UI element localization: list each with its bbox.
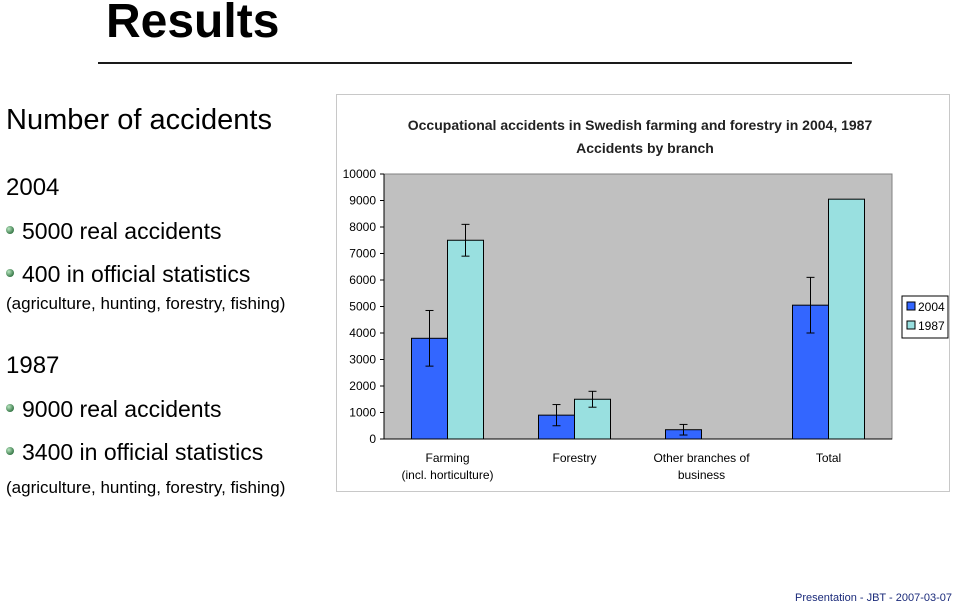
y-tick-label: 4000 xyxy=(349,326,376,340)
bullet-text: 9000 real accidents xyxy=(22,396,222,422)
y-tick-label: 2000 xyxy=(349,379,376,393)
y-tick-label: 1000 xyxy=(349,405,376,420)
legend-label-2004: 2004 xyxy=(918,300,945,314)
y-tick-label: 6000 xyxy=(349,273,376,287)
y-tick-label: 0 xyxy=(369,432,376,446)
y-tick-label: 9000 xyxy=(349,193,376,208)
bar-1987 xyxy=(448,240,484,439)
x-tick-label: Forestry xyxy=(552,451,597,465)
bullet-text: 5000 real accidents xyxy=(22,218,222,244)
section-heading: Number of accidents xyxy=(6,104,272,136)
note-1987: (agriculture, hunting, forestry, fishing) xyxy=(6,478,286,497)
bullet-text: 400 in official statistics xyxy=(22,261,251,287)
legend-label-1987: 1987 xyxy=(918,319,945,333)
legend-swatch-1987 xyxy=(907,321,915,329)
slide-footer: Presentation - JBT - 2007-03-07 xyxy=(795,592,952,604)
y-tick-label: 3000 xyxy=(349,352,376,367)
y-tick-label: 10000 xyxy=(342,167,376,181)
x-tick-label: business xyxy=(677,468,726,482)
y-tick-label: 7000 xyxy=(349,246,376,261)
x-tick-label: Farming xyxy=(425,451,470,465)
y-tick-label: 8000 xyxy=(349,220,376,234)
chart-subtitle: Accidents by branch xyxy=(576,140,714,156)
note-2004: (agriculture, hunting, forestry, fishing) xyxy=(6,294,286,313)
bar-1987 xyxy=(829,199,865,439)
legend-swatch-2004 xyxy=(907,302,915,310)
year-2004-label: 2004 xyxy=(6,174,60,201)
x-tick-label: Other branches of xyxy=(653,451,750,465)
x-tick-label: (incl. horticulture) xyxy=(401,468,494,482)
bullet-text: 3400 in official statistics xyxy=(22,439,264,465)
x-tick-label: Total xyxy=(815,451,842,465)
year-1987-label: 1987 xyxy=(6,352,60,379)
chart-title: Occupational accidents in Swedish farming and forestry in 2004, 1987 xyxy=(407,117,873,133)
slide-title: Results xyxy=(106,0,280,48)
y-tick-label: 5000 xyxy=(349,299,376,314)
